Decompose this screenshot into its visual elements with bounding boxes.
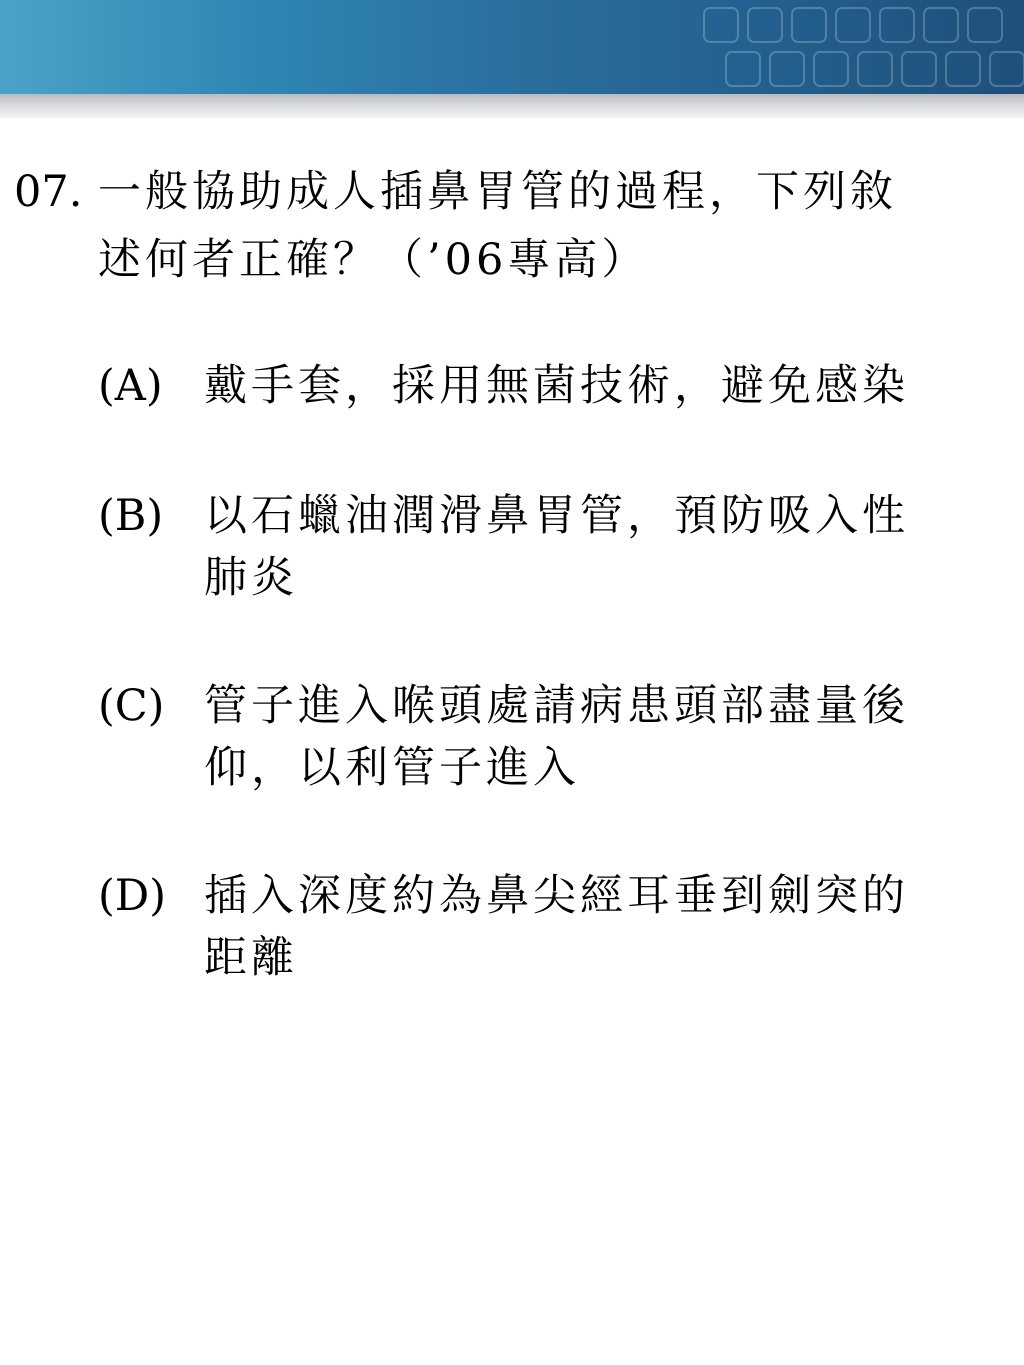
option-c-label: (C) (98, 681, 165, 731)
option-c-text-line-1: 管子進入喉頭處請病患頭部盡量後 (204, 681, 909, 731)
question-text-line-2: 述何者正確？（’06專高） (98, 235, 649, 285)
question-number: 07. (14, 167, 83, 217)
option-b-text-line-2: 肺炎 (204, 553, 298, 603)
option-d-label: (D) (98, 871, 167, 921)
option-b-text-line-1: 以石蠟油潤滑鼻胃管，預防吸入性 (204, 491, 909, 541)
question-text-line-1: 一般協助成人插鼻胃管的過程，下列敘 (98, 167, 897, 217)
option-a-label: (A) (98, 361, 163, 411)
option-d-text-line-2: 距離 (204, 933, 298, 983)
option-d-text-line-1: 插入深度約為鼻尖經耳垂到劍突的 (204, 871, 909, 921)
option-b-label: (B) (98, 491, 164, 541)
option-a-text-line-1: 戴手套，採用無菌技術，避免感染 (204, 361, 909, 411)
option-c-text-line-2: 仰，以利管子進入 (204, 743, 580, 793)
